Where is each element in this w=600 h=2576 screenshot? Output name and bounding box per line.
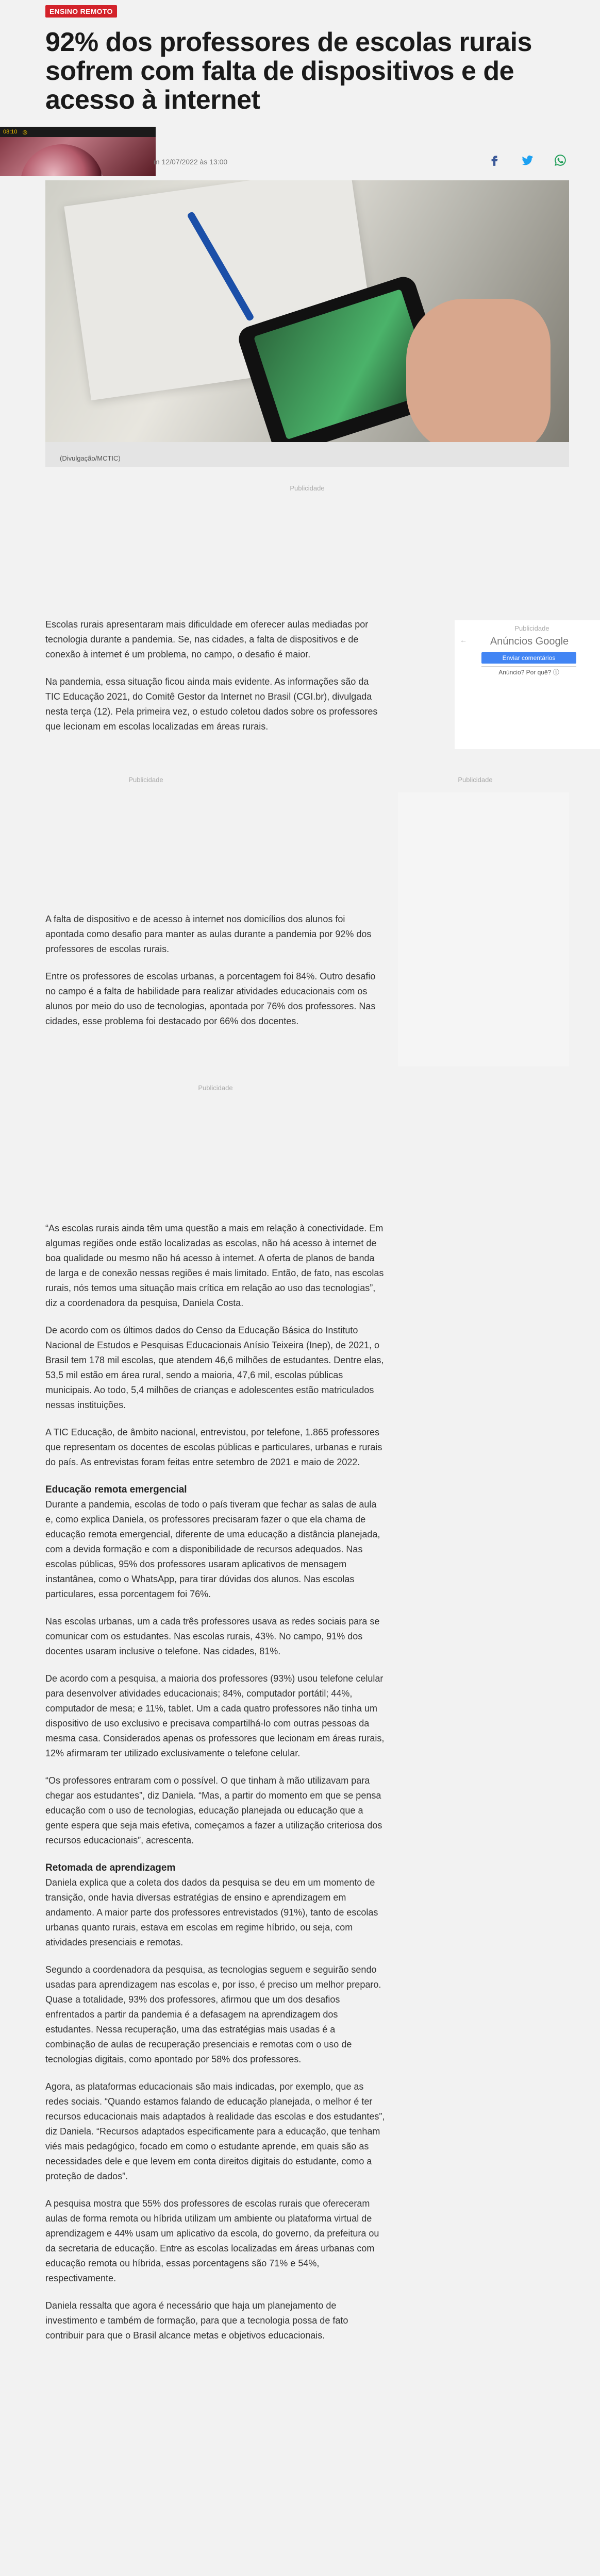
google-ad-box — [455, 620, 600, 749]
paragraph: “As escolas rurais ainda têm uma questão a mais em relação à conectividade. Em algumas regiões onde estão localizadas as escolas, não há acesso à internet de boa qualidade ou mesmo não há acesso à internet. A oferta de planos de banda de larga e de conexão nessas regiões é mais limitado. Então, de fato, nas escolas rurais, nós temos uma situação mais crítica em relação ao uso das tecnologias”, diz a coordenadora da pesquisa, Daniela Costa. — [45, 1223, 384, 1308]
section-heading: Retomada de aprendizagem — [45, 1862, 176, 1873]
category-tag[interactable]: ENSINO REMOTO — [45, 5, 117, 18]
paragraph: “Os professores entraram com o possível. O que tinham à mão utilizavam para chegar aos estudantes”, diz Daniela. “Mas, a partir do momento em que se pensa educação com o uso de tecnologias, educação planejada ou educação que a gente espera que seja mais efetiva, começamos a fazer a utilização criteriosa dos recursos educacionais”, acrescenta. — [45, 1775, 382, 1845]
paragraph: Durante a pandemia, escolas de todo o país tiveram que fechar as salas de aula e, como explica Daniela, os professores precisaram fazer o que ela chama de educação remota emergencial, diferente de uma educação a distância planejada, com a devida formação e com a disponibilidade de recursos adequados. Nas escolas públicas, 95% dos professores usaram aplicativos de mensagem instantânea, como o WhatsApp, para tirar dúvidas dos alunos. Nas escolas particulares, essa porcentagem foi 76%. — [45, 1499, 380, 1599]
video-time: 08:10 — [3, 129, 18, 135]
paragraph: Daniela explica que a coleta dos dados da pesquisa se deu em um momento de transição, onde havia diversas estratégias de ensino e aprendizagem em andamento. A maior parte dos professores entrevistados (91%), tanto de escolas urbanas quanto rurais, estava em escolas em regime híbrido, ou seja, com atividades presenciais e remotas. — [45, 1877, 378, 1947]
ad-divider — [481, 666, 576, 667]
ad-label-top: Publicidade — [290, 484, 325, 492]
paragraph: De acordo com a pesquisa, a maioria dos professores (93%) usou telefone celular para desenvolver atividades educacionais; 84%, computador portátil; 44%, computador de mesa; e 11%, tablet. Um a cada quatro professores não tinha um dispositivo de uso exclusivo e precisava compartilhá-lo com outras pessoas da mesma casa. Considerados apenas os professores que lecionam em áreas rurais, 12% afirmaram ter utilizado exclusivamente o telefone celular. — [45, 1673, 385, 1758]
paragraph: A TIC Educação, de âmbito nacional, entrevistou, por telefone, 1.865 professores que representam os docentes de escolas públicas e particulares, urbanas e rurais do país. As entrevistas foram feitas entre setembro de 2021 e maio de 2022. — [45, 1427, 382, 1467]
facebook-icon — [488, 154, 501, 167]
hero-hand — [406, 299, 551, 442]
image-caption: (Divulgação/MCTIC) — [45, 442, 569, 467]
ad-label-side: Publicidade — [514, 624, 549, 632]
send-feedback-button[interactable]: Enviar comentários — [481, 652, 576, 664]
facebook-share-button[interactable] — [486, 151, 503, 169]
whatsapp-icon — [554, 154, 567, 167]
side-ad-panel — [398, 792, 569, 1066]
paragraph: A falta de dispositivo e de acesso à internet nos domicílios dos alunos foi apontada como desafio para manter as aulas durante a pandemia por 92% dos professores de escolas rurais. — [45, 914, 372, 954]
ad-label-mid-left: Publicidade — [128, 776, 163, 784]
paragraph: Escolas rurais apresentaram mais dificuldade em oferecer aulas mediadas por tecnologia durante a pandemia. Se, nas cidades, a falta de dispositivos e de conexão à internet é um problema, no campo, o desafio é maior. — [45, 619, 369, 659]
paragraph: De acordo com os últimos dados do Censo da Educação Básica do Instituto Nacional de Estudos e Pesquisas Educacionais Anísio Teixeira (Inep), de 2021, o Brasil tem 178 mil escolas, que atendem 46,6 milhões de estudantes. Dentre elas, 53,5 mil estão em área rural, sendo a maioria, 47,6 mil, escolas públicas municipais. Ao todo, 5,4 milhões de crianças e adolescentes estão matriculados nessas instituições. — [45, 1325, 384, 1410]
paragraph: Daniela ressalta que agora é necessário que haja um planejamento de investimento e também de formação, para que a tecnologia possa de fato contribuir para que o Brasil alcance metas e objetivos educacionais. — [45, 2300, 348, 2341]
google-ads-title: Anúncios Google — [490, 636, 569, 647]
audio-icon[interactable]: ◎ — [22, 129, 28, 135]
paragraph: Agora, as plataformas educacionais são mais indicadas, por exemplo, que as redes sociais. “Quando estamos falando de educação planejada, o melhor é ter recursos educacionais mais adaptados à realidade das escolas e dos estudantes”, diz Daniela. “Recursos adaptados especificamente para a educação, que tenham viés mais pedagógico, focado em como o estudante aprende, em quais são as necessidades dele e que levem em conta direitos digitais do estudante, como a proteção de dados”. — [45, 2081, 385, 2181]
publish-date: m 12/07/2022 às 13:00 — [154, 158, 228, 166]
paragraph: Entre os professores de escolas urbanas, a porcentagem foi 84%. Outro desafio no campo é a falta de habilidade para realizar atividades educacionais com os alunos por meio do uso de tecnologias, apontada por 76% dos professores. Nas cidades, esse problema foi destacado por 66% dos docentes. — [45, 971, 376, 1026]
article-body-2 — [45, 912, 386, 1041]
paragraph: Nas escolas urbanas, um a cada três professores usava as redes sociais para se comunicar com os estudantes. Nas escolas rurais, 43%. No campo, 91% dos docentes usaram inclusive o telefone. Nas cidades, 81%. — [45, 1616, 380, 1656]
article-title: 92% dos professores de escolas rurais sofrem com falta de dispositivos e de acesso à internet — [45, 27, 532, 115]
video-thumbnail — [21, 144, 103, 176]
paragraph: A pesquisa mostra que 55% dos professores de escolas rurais que ofereceram aulas de forma remota ou híbrida utilizam um ambiente ou plataforma virtual de aprendizagem e 44% usam um aplicativo da escola, do governo, da prefeitura ou da secretaria de educação. Entre as escolas localizadas em áreas urbanas com educação remota ou híbrida, essas porcentagens são 71% e 54%, respectivamente. — [45, 2198, 379, 2283]
why-this-ad-link[interactable]: Anúncio? Por quê? ⓘ — [498, 669, 559, 676]
ad-label-mid-right: Publicidade — [458, 776, 493, 784]
twitter-share-button[interactable] — [519, 151, 536, 169]
section-heading: Educação remota emergencial — [45, 1484, 187, 1495]
article-body-1 — [45, 617, 386, 747]
video-player[interactable] — [0, 127, 156, 176]
video-controls[interactable] — [0, 127, 156, 137]
whatsapp-share-button[interactable] — [552, 151, 569, 169]
twitter-icon — [521, 154, 534, 167]
hero-image — [45, 180, 569, 442]
article-body-3 — [45, 1221, 386, 2355]
ad-label-inline: Publicidade — [198, 1084, 233, 1092]
back-arrow-icon[interactable]: ← — [460, 636, 467, 644]
paragraph: Segundo a coordenadora da pesquisa, as tecnologias seguem e seguirão sendo usadas para aprendizagem nas escolas e, por isso, é preciso um melhor preparo. Quase a totalidade, 93% dos professores, afirmou que um dos desafios enfrentados a partir da pandemia é a defasagem na aprendizagem dos estudantes. Nessa recuperação, uma das estratégias mais usadas é a combinação de aulas de recuperação presenciais e remotas com o uso de tecnologias digitais, como apontado por 58% dos professores. — [45, 1964, 381, 2064]
paragraph: Na pandemia, essa situação ficou ainda mais evidente. As informações são da TIC Educação 2021, do Comitê Gestor da Internet no Brasil (CGI.br), divulgada nesta terça (12). Pela primeira vez, o estudo coletou dados sobre os professores que lecionam em escolas localizadas em áreas rurais. — [45, 676, 378, 732]
